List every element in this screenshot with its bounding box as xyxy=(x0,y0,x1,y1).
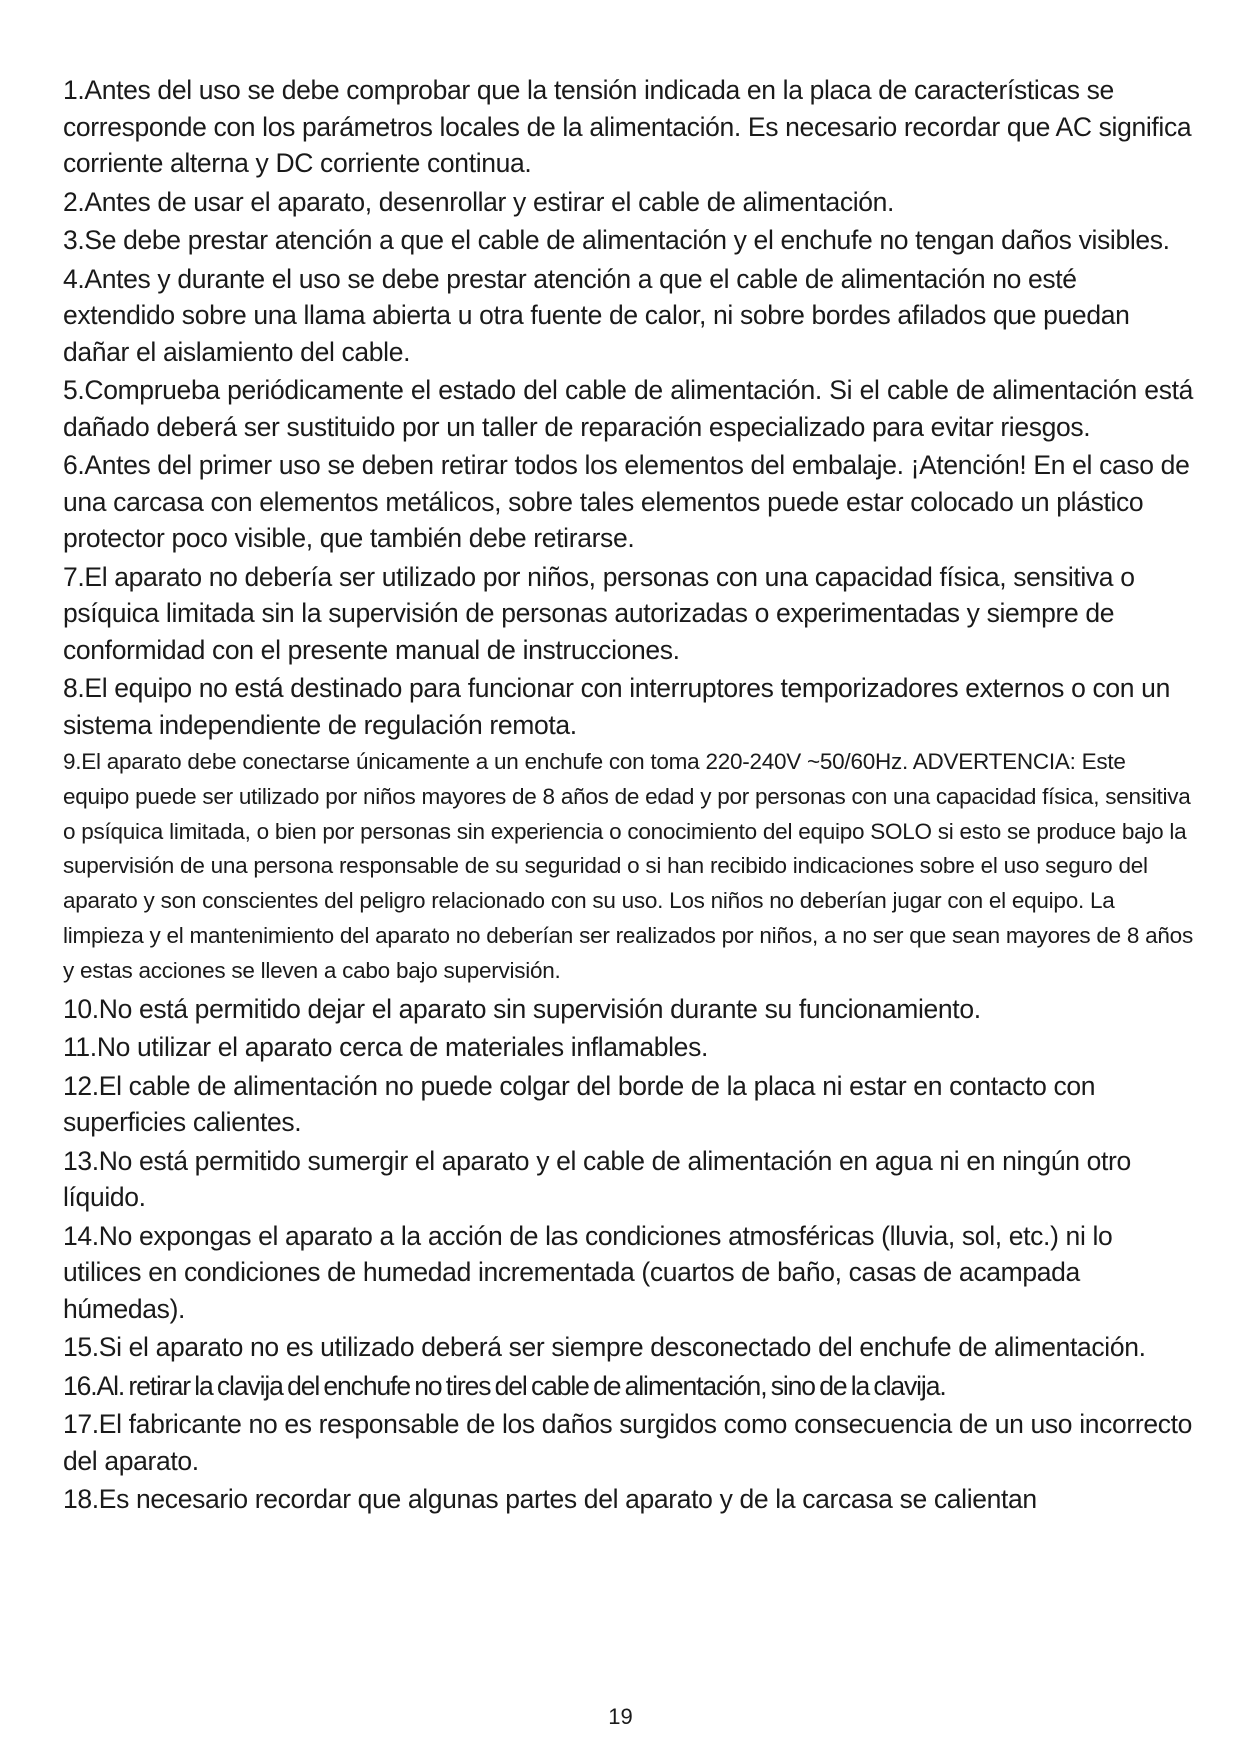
instruction-10: 10.No está permitido dejar el aparato sin supervisión durante su funcionamiento. xyxy=(63,993,981,1024)
instruction-16: 16.Al. retirar la clavija del enchufe no tires del cable de alimentación, sino de la clavija. xyxy=(63,1370,946,1401)
page-number: 19 xyxy=(608,1704,633,1729)
instruction-18: 18.Es necesario recordar que algunas partes del aparato y de la carcasa se calientan xyxy=(63,1484,1037,1515)
instruction-2: 2.Antes de usar el aparato, desenrollar y estirar el cable de alimentación. xyxy=(63,186,895,217)
instruction-14: 14.No expongas el aparato a la acción de las condiciones atmosféricas (lluvia, sol, etc.) ni lo utilices en condiciones de humedad incrementada (cuartos de baño, casas de acampada húmedas). xyxy=(63,1220,1113,1324)
instruction-17: 17.El fabricante no es responsable de los daños surgidos como consecuencia de un uso incorrecto del aparato. xyxy=(63,1409,1193,1476)
instruction-15: 15.Si el aparato no es utilizado deberá ser siempre desconectado del enchufe de alimentación. xyxy=(63,1332,1146,1363)
instruction-13: 13.No está permitido sumergir el aparato y el cable de alimentación en agua ni en ningún otro líquido. xyxy=(63,1145,1131,1213)
instruction-12: 12.El cable de alimentación no puede colgar del borde de la placa ni estar en contacto con superficies calientes. xyxy=(63,1070,1096,1138)
instruction-6: 6.Antes del primer uso se deben retirar todos los elementos del embalaje. ¡Atención! En el caso de una carcasa con elementos metálicos, sobre tales elementos puede estar colocado un plástico protector poco visible, que también debe retirarse. xyxy=(63,450,1190,553)
manual-page xyxy=(63,72,1193,1520)
instruction-9-warning: 9.El aparato debe conectarse únicamente a un enchufe con toma 220-240V ~50/60Hz. ADVERTENCIA: Este equipo puede ser utilizado por niños mayores de 8 años de edad y por personas con una capacidad física, sensitiva o psíquica limitada, o bien por personas sin experiencia o conocimiento del equipo SOLO si esto se produce bajo la supervisión de una persona responsable de su seguridad o si han recibido indicaciones sobre el uso seguro del aparato y son conscientes del peligro relacionado con su uso. Los niños no deberían jugar con el equipo. La limpieza y el mantenimiento del aparato no deberían ser realizados por niños, a no ser que sean mayores de 8 años y estas acciones se lleven a cabo bajo supervisión. xyxy=(63,749,1193,983)
instruction-8: 8.El equipo no está destinado para funcionar con interruptores temporizadores externos o con un sistema independiente de regulación remota. xyxy=(63,673,1170,740)
instruction-7: 7.El aparato no debería ser utilizado por niños, personas con una capacidad física, sensitiva o psíquica limitada sin la supervisión de personas autorizadas o experimentadas y siempre de conformidad con el presente manual de instrucciones. xyxy=(63,561,1135,665)
instruction-4: 4.Antes y durante el uso se debe prestar atención a que el cable de alimentación no esté extendido sobre una llama abierta u otra fuente de calor, ni sobre bordes afilados que puedan dañar el aislamiento del cable. xyxy=(63,263,1130,367)
instruction-3: 3.Se debe prestar atención a que el cable de alimentación y el enchufe no tengan daños visibles. xyxy=(63,225,1170,255)
instruction-5: 5.Comprueba periódicamente el estado del cable de alimentación. Si el cable de alimentación está dañado deberá ser sustituido por un taller de reparación especializado para evitar riesgos. xyxy=(63,375,1193,442)
instruction-11: 11.No utilizar el aparato cerca de materiales inflamables. xyxy=(63,1032,708,1063)
instruction-1: 1.Antes del uso se debe comprobar que la tensión indicada en la placa de características se corresponde con los parámetros locales de la alimentación. Es necesario recordar que AC significa corriente alterna y DC corriente continua. xyxy=(63,75,1192,178)
